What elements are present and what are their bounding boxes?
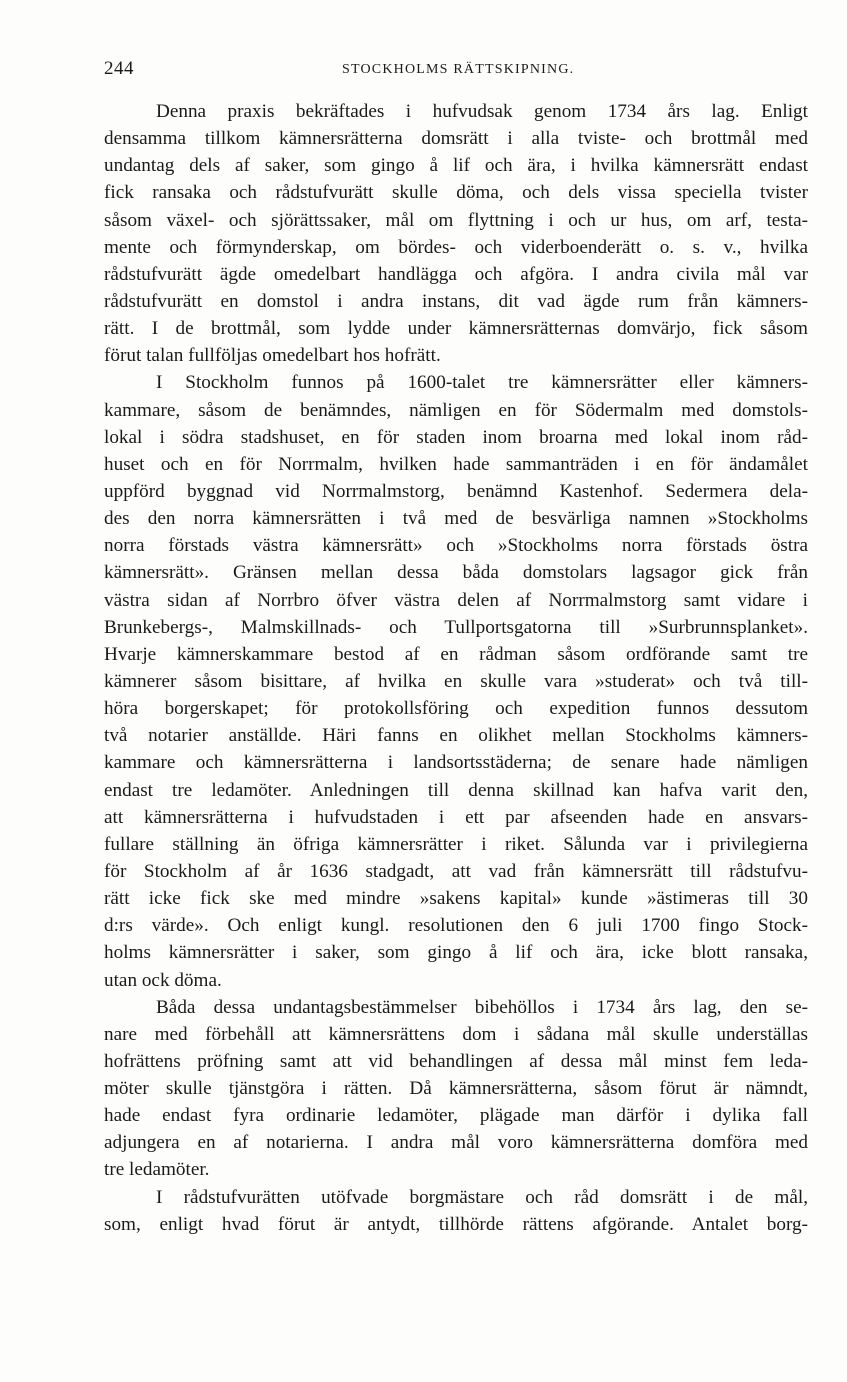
text-line: såsom växel- och sjörättssaker, mål om flyttning i och ur hus, om arf, testa- <box>104 209 808 231</box>
text-line: I rådstufvurätten utöfvade borgmästare och råd domsrätt i de mål, <box>156 1186 808 1208</box>
text-line: holms kämnersrätter i saker, som gingo å lif och ära, icke blott ransaka, <box>104 942 808 964</box>
text-line: rätt icke fick ske med mindre »sakens kapital» kunde »ästimeras till 30 <box>104 888 808 910</box>
text-line: rätt. I de brottmål, som lydde under kämnersrätternas domvärjo, fick såsom <box>104 318 808 340</box>
text-line: hofrättens pröfning samt att vid behandlingen af dessa mål minst fem leda- <box>104 1050 808 1072</box>
paragraph <box>104 369 808 993</box>
text-line: uppförd byggnad vid Norrmalmstorg, benämnd Kastenhof. Sedermera dela- <box>104 480 808 502</box>
text-line: för Stockholm af år 1636 stadgadt, att vad från kämnersrätt till rådstufvu- <box>104 860 808 882</box>
text-line: kämnerer såsom bisittare, af hvilka en skulle vara »studerat» och två till- <box>104 670 808 692</box>
text-line: Brunkebergs-, Malmskillnads- och Tullportsgatorna till »Surbrunnsplanket». <box>104 616 808 638</box>
page-number: 244 <box>104 58 134 79</box>
text-line: lokal i södra stadshuset, en för staden inom broarna med lokal inom råd- <box>104 426 808 448</box>
text-line: två notarier anställde. Häri fanns en olikhet mellan Stockholms kämners- <box>104 725 808 747</box>
text-line: mente och förmynderskap, om bördes- och viderboenderätt o. s. v., hvilka <box>104 236 808 258</box>
paragraph <box>104 994 808 1184</box>
text-line: utan ock döma. <box>104 969 222 991</box>
text-line: nare med förbehåll att kämnersrättens dom i sådana mål skulle underställas <box>104 1023 808 1045</box>
text-line: kammare och kämnersrätterna i landsortsstäderna; de senare hade nämligen <box>104 752 808 774</box>
text-line: I Stockholm funnos på 1600-talet tre kämnersrätter eller kämners- <box>156 372 808 394</box>
text-line: densamma tillkom kämnersrätterna domsrätt i alla tviste- och brottmål med <box>104 128 808 150</box>
text-line: huset och en för Norrmalm, hvilken hade sammanträden i en för ändamålet <box>104 453 808 475</box>
body-text <box>104 98 808 1238</box>
text-line: kammare, såsom de benämndes, nämligen en för Södermalm med domstols- <box>104 399 808 421</box>
text-line: rådstufvurätt ägde omedelbart handlägga och afgöra. I andra civila mål var <box>104 263 808 285</box>
text-line: rådstufvurätt en domstol i andra instans, dit vad ägde rum från kämners- <box>104 290 808 312</box>
text-line: hade endast fyra ordinarie ledamöter, plägade man därför i dylika fall <box>104 1105 808 1127</box>
text-line: förut talan fullföljas omedelbart hos hofrätt. <box>104 345 441 367</box>
paragraph <box>104 98 808 369</box>
text-line: norra förstads västra kämnersrätt» och »Stockholms norra förstads östra <box>104 535 808 557</box>
text-line: Hvarje kämnerskammare bestod af en rådman såsom ordförande samt tre <box>104 643 808 665</box>
text-line: fullare ställning än öfriga kämnersrätter i riket. Sålunda var i privilegierna <box>104 833 808 855</box>
text-line: som, enligt hvad förut är antydt, tillhörde rättens afgörande. Antalet borg- <box>104 1213 808 1235</box>
text-line: tre ledamöter. <box>104 1159 210 1181</box>
text-line: adjungera en af notarierna. I andra mål voro kämnersrätterna domföra med <box>104 1132 808 1154</box>
text-line: höra borgerskapet; för protokollsföring och expedition funnos dessutom <box>104 698 808 720</box>
text-line: undantag dels af saker, som gingo å lif och ära, i hvilka kämnersrätt endast <box>104 155 808 177</box>
text-line: Denna praxis bekräftades i hufvudsak genom 1734 års lag. Enligt <box>156 101 808 122</box>
text-line: kämnersrätt». Gränsen mellan dessa båda domstolars lagsagor gick från <box>104 562 808 584</box>
text-line: fick ransaka och rådstufvurätt skulle döma, och dels vissa speciella tvister <box>104 182 808 204</box>
paragraph <box>104 1184 808 1238</box>
running-head <box>104 58 808 84</box>
text-line: möter skulle tjänstgöra i rätten. Då kämnersrätterna, såsom förut är nämndt, <box>104 1078 808 1100</box>
text-line: des den norra kämnersrätten i två med de besvärliga namnen »Stockholms <box>104 508 808 530</box>
text-line: att kämnersrätterna i hufvudstaden i ett par afseenden hade en ansvars- <box>104 806 808 828</box>
running-title: STOCKHOLMS RÄTTSKIPNING. <box>342 62 575 77</box>
text-line: endast tre ledamöter. Anledningen till denna skillnad kan hafva varit den, <box>104 779 808 801</box>
text-line: d:rs värde». Och enligt kungl. resolutionen den 6 juli 1700 fingo Stock- <box>104 915 808 937</box>
text-line: västra sidan af Norrbro öfver västra delen af Norrmalmstorg samt vidare i <box>104 589 808 611</box>
text-line: Båda dessa undantagsbestämmelser bibehöllos i 1734 års lag, den se- <box>156 996 808 1018</box>
